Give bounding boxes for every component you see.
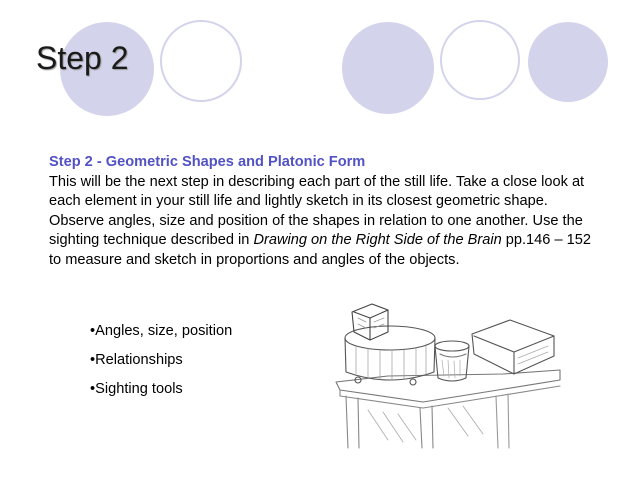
bullet-item-angles: •Angles, size, position (90, 323, 233, 339)
bullet-list (90, 322, 232, 409)
bullet-item-relationships: •Relationships (90, 352, 183, 368)
slide-title: Step 2 (36, 40, 129, 76)
book-title: Drawing on the Right Side of the Brain (253, 232, 502, 248)
paragraph-part-2: pp.146 – 152 to measure and sketch in proportions and angles of the objects. (49, 232, 591, 268)
body-paragraph (49, 173, 597, 271)
bullet-item-sighting-tools: •Sighting tools (90, 381, 183, 397)
subheading: Step 2 - Geometric Shapes and Platonic Form (49, 154, 366, 170)
decor-circle-filled-3 (528, 22, 608, 102)
decor-circle-filled-2 (342, 22, 434, 114)
paragraph-part-1: This will be the next step in describing each part of the still life. Take a close look at each element in your still life and lightly sketch in its closest geometric shape. Observe angles, size and position of the shapes in relation to one another. Use the sighting technique described in (49, 173, 585, 248)
still-life-sketch-icon (328, 290, 578, 450)
decor-circle-outline-2 (440, 20, 520, 100)
body-text-block (49, 153, 597, 270)
decor-circle-outline-1 (160, 20, 242, 102)
